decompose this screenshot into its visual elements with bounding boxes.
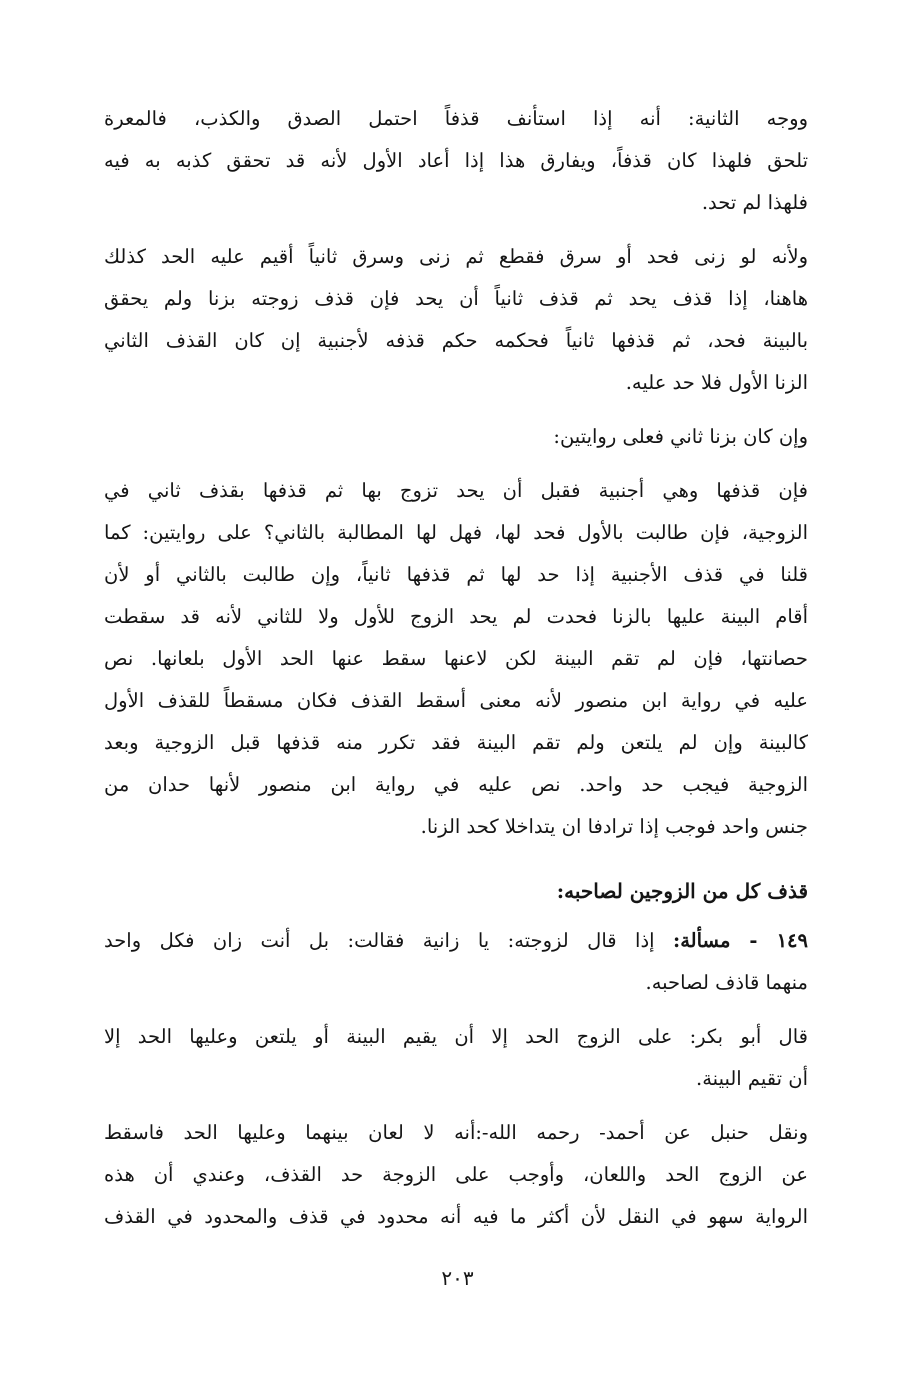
- paragraph: [104, 236, 808, 404]
- page-number: ٢٠٣: [441, 1266, 474, 1290]
- text-line: جنس واحد فوجب إذا ترادفا ان يتداخلا كحد الزنا.: [420, 815, 808, 838]
- text-line: أن تقيم البينة.: [696, 1067, 808, 1090]
- text-line: كالبينة وإن لم يلتعن ولم تقم البينة فقد تكرر منه قذفها قبل الزوجية وبعد: [104, 731, 808, 754]
- paragraph-gap: [104, 224, 808, 236]
- issue-paragraph: [104, 920, 808, 1004]
- issue-text: إذا قال لزوجته: يا زانية فقالت: بل أنت زان فكل واحد: [104, 929, 655, 952]
- paragraph-gap: [104, 1004, 808, 1016]
- text-line: [104, 920, 808, 962]
- paragraph: [104, 98, 808, 224]
- text-line: الزنا الأول فلا حد عليه.: [625, 371, 808, 394]
- paragraph-gap: [104, 404, 808, 416]
- text-line: قال أبو بكر: على الزوج الحد إلا أن يقيم البينة أو يلتعن وعليها الحد إلا: [104, 1025, 808, 1048]
- text-line: ووجه الثانية: أنه إذا استأنف قذفاً احتمل الصدق والكذب، فالمعرة: [104, 107, 808, 130]
- paragraph-gap: [104, 1100, 808, 1112]
- text-line: فلهذا لم تحد.: [701, 191, 808, 214]
- page-body: [104, 98, 808, 1238]
- issue-label: ١٤٩ - مسألة:: [673, 929, 808, 952]
- text-line: حصانتها، فإن لم تقم البينة لكن لاعنها سقط عنها الحد الأول بلعانها. نص: [104, 647, 808, 670]
- text-line: الرواية سهو في النقل لأن أكثر ما فيه أنه محدود في قذف والمحدود في القذف: [104, 1205, 808, 1228]
- text-line: وإن كان بزنا ثاني فعلى روايتين:: [553, 425, 808, 448]
- text-line: عن الزوج الحد واللعان، وأوجب على الزوجة حد القذف، وعندي أن هذه: [104, 1163, 808, 1186]
- text-line: عليه في رواية ابن منصور لأنه معنى أسقط القذف فكان مسقطاً للقذف الأول: [104, 689, 808, 712]
- text-line: فإن قذفها وهي أجنبية فقبل أن يحد تزوج بها ثم قذفها بقذف ثاني في: [104, 479, 808, 502]
- paragraph: [104, 470, 808, 848]
- paragraph: [104, 1112, 808, 1238]
- section-heading: قذف كل من الزوجين لصاحبه:: [556, 879, 808, 903]
- text-line: قلنا في قذف الأجنبية إذا حد لها ثم قذفها ثانياً، وإن طالبت بالثاني أو لأن: [104, 563, 808, 586]
- text-line: تلحق فلهذا كان قذفاً، ويفارق هذا إذا أعاد الأول لأنه قد تحقق كذبه به فيه: [104, 149, 808, 172]
- text-line: أقام البينة عليها بالزنا فحدت لم يحد الزوج للأول ولا للثاني لأنه قد سقطت: [104, 605, 808, 628]
- text-line: بالبينة فحد، ثم قذفها ثانياً فحكمه حكم قذفه لأجنبية إن كان القذف الثاني: [104, 329, 808, 352]
- text-line: ونقل حنبل عن أحمد- رحمه الله-:أنه لا لعان بينهما وعليها الحد فاسقط: [104, 1121, 808, 1144]
- text-line: ولأنه لو زنى فحد أو سرق فقطع ثم زنى وسرق ثانياً أقيم عليه الحد كذلك: [104, 245, 808, 268]
- text-line: الزوجية، فإن طالبت بالأول فحد لها، فهل لها المطالبة بالثاني؟ على روايتين: كما: [104, 521, 808, 544]
- text-line: الزوجية فيجب حد واحد. نص عليه في رواية ابن منصور لأنها حدان من: [104, 773, 808, 796]
- paragraph: [104, 1016, 808, 1100]
- text-line: منهما قاذف لصاحبه.: [645, 971, 808, 994]
- text-line: هاهنا، إذا قذف يحد ثم قذف ثانياً أن يحد فإن قذف زوجته بزنا ولم يحقق: [104, 287, 808, 310]
- paragraph-gap: [104, 458, 808, 470]
- paragraph: [104, 416, 808, 458]
